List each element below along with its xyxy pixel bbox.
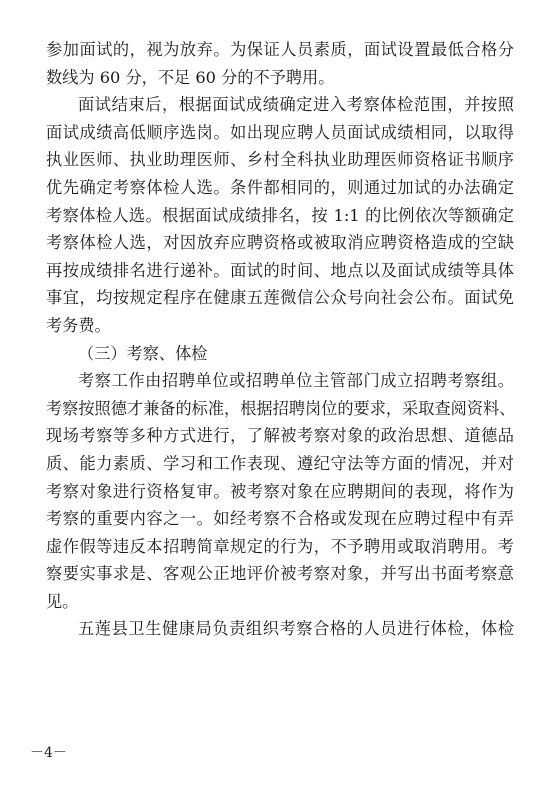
text-line: 考务费。 [46,315,111,335]
text-line: 五莲县卫生健康局负责组织考察合格的人员进行体检，体检 [78,619,514,639]
paragraph [46,36,514,91]
text-line: 考察对象进行资格复审。被考察对象在应聘期间的表现，将作为 [46,481,514,501]
text-line: 执业医师、执业助理医师、乡村全科执业助理医师资格证书顺序 [46,150,514,170]
text-line: 考察按照德才兼备的标准，根据招聘岗位的要求，采取查阅资料、 [46,398,516,418]
text-line: 现场考察等多种方式进行，了解被考察对象的政治思想、道德品 [46,426,514,446]
text-line: 再按成绩排名进行递补。面试的时间、地点以及面试成绩等具体 [46,260,514,280]
text-line: （三）考察、体检 [78,343,208,363]
text-line: 考察的重要内容之一。如经考察不合格或发现在应聘过程中有弄 [46,509,514,529]
text-line: 优先确定考察体检人选。条件都相同的，则通过加试的办法确定 [46,177,514,197]
text-line: 面试结束后，根据面试成绩确定进入考察体检范围，并按照 [78,95,514,115]
paragraph [46,367,514,615]
text-line: 事宜，均按规定程序在健康五莲微信公众号向社会公布。面试免 [46,288,514,308]
text-line: 考察体检人选，对因放弃应聘资格或被取消应聘资格造成的空缺 [46,233,514,253]
paragraph [46,615,514,643]
text-line: 察要实事求是、客观公正地评价被考察对象，并写出书面考察意 [46,564,514,584]
paragraph [46,91,514,339]
text-line: 考察工作由招聘单位或招聘单位主管部门成立招聘考察组。 [78,371,514,391]
document-body [46,36,514,643]
section-heading [46,340,514,368]
text-line: 考察体检人选。根据面试成绩排名，按 1:1 的比例依次等额确定 [46,205,514,225]
page-number: －4－ [30,745,67,761]
text-line: 数线为 60 分，不足 60 分的不予聘用。 [46,67,335,87]
text-line: 面试成绩高低顺序选岗。如出现应聘人员面试成绩相同，以取得 [46,122,514,142]
text-line: 参加面试的，视为放弃。为保证人员素质，面试设置最低合格分 [46,40,514,59]
text-line: 虚作假等违反本招聘简章规定的行为，不予聘用或取消聘用。考 [46,536,514,556]
text-line: 质、能力素质、学习和工作表现、遵纪守法等方面的情况，并对 [46,453,514,473]
text-line: 见。 [46,591,79,611]
